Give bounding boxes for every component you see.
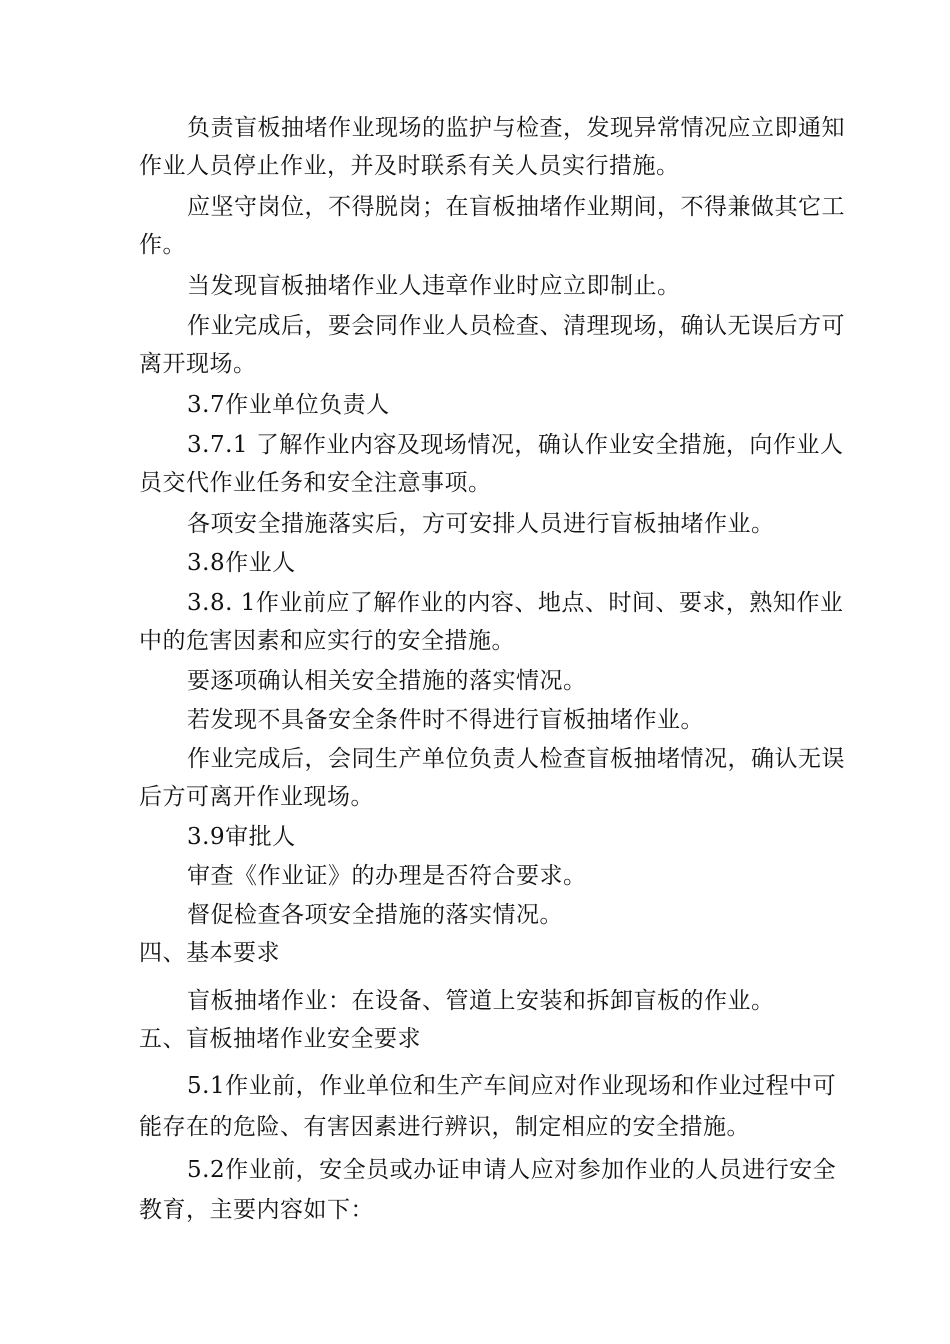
paragraph-line: 教育，主要内容如下：	[139, 1197, 374, 1223]
paragraph-line: 应坚守岗位，不得脱岗；在盲板抽堵作业期间，不得兼做其它工	[187, 194, 845, 220]
paragraph-line: 离开现场。	[139, 351, 257, 377]
paragraph-line: 5.2作业前，安全员或办证申请人应对参加作业的人员进行安全	[187, 1157, 837, 1183]
paragraph-line: 各项安全措施落实后，方可安排人员进行盲板抽堵作业。	[187, 511, 775, 537]
paragraph-line: 5.1作业前，作业单位和生产车间应对作业现场和作业过程中可	[187, 1073, 837, 1099]
paragraph-line: 后方可离开作业现场。	[139, 784, 374, 810]
section-heading: 五、盲板抽堵作业安全要求	[139, 1026, 421, 1052]
paragraph-line: 作业完成后，会同生产单位负责人检查盲板抽堵情况，确认无误	[187, 746, 845, 772]
paragraph-line: 要逐项确认相关安全措施的落实情况。	[187, 668, 587, 694]
section-heading: 3.8作业人	[187, 550, 296, 576]
section-heading: 3.9审批人	[187, 824, 296, 850]
paragraph-line: 督促检查各项安全措施的落实情况。	[187, 902, 563, 928]
paragraph-line: 能存在的危险、有害因素进行辨识，制定相应的安全措施。	[139, 1114, 750, 1140]
paragraph-line: 负责盲板抽堵作业现场的监护与检查，发现异常情况应立即通知	[187, 115, 845, 141]
paragraph-line: 当发现盲板抽堵作业人违章作业时应立即制止。	[187, 273, 681, 299]
paragraph-line: 若发现不具备安全条件时不得进行盲板抽堵作业。	[187, 707, 704, 733]
paragraph-line: 作。	[139, 232, 186, 258]
section-heading: 3.7作业单位负责人	[187, 392, 390, 418]
paragraph-line: 员交代作业任务和安全注意事项。	[139, 470, 492, 496]
section-heading: 四、基本要求	[139, 940, 280, 966]
paragraph-line: 盲板抽堵作业：在设备、管道上安装和拆卸盲板的作业。	[187, 988, 775, 1014]
paragraph-line: 作业人员停止作业，并及时联系有关人员实行措施。	[139, 153, 680, 179]
paragraph-line: 3.7.1 了解作业内容及现场情况，确认作业安全措施，向作业人	[187, 432, 844, 458]
paragraph-line: 3.8. 1作业前应了解作业的内容、地点、时间、要求，熟知作业	[187, 590, 844, 616]
paragraph-line: 中的危害因素和应实行的安全措施。	[139, 628, 515, 654]
paragraph-line: 作业完成后，要会同作业人员检查、清理现场，确认无误后方可	[187, 313, 845, 339]
paragraph-line: 审查《作业证》的办理是否符合要求。	[187, 863, 587, 889]
